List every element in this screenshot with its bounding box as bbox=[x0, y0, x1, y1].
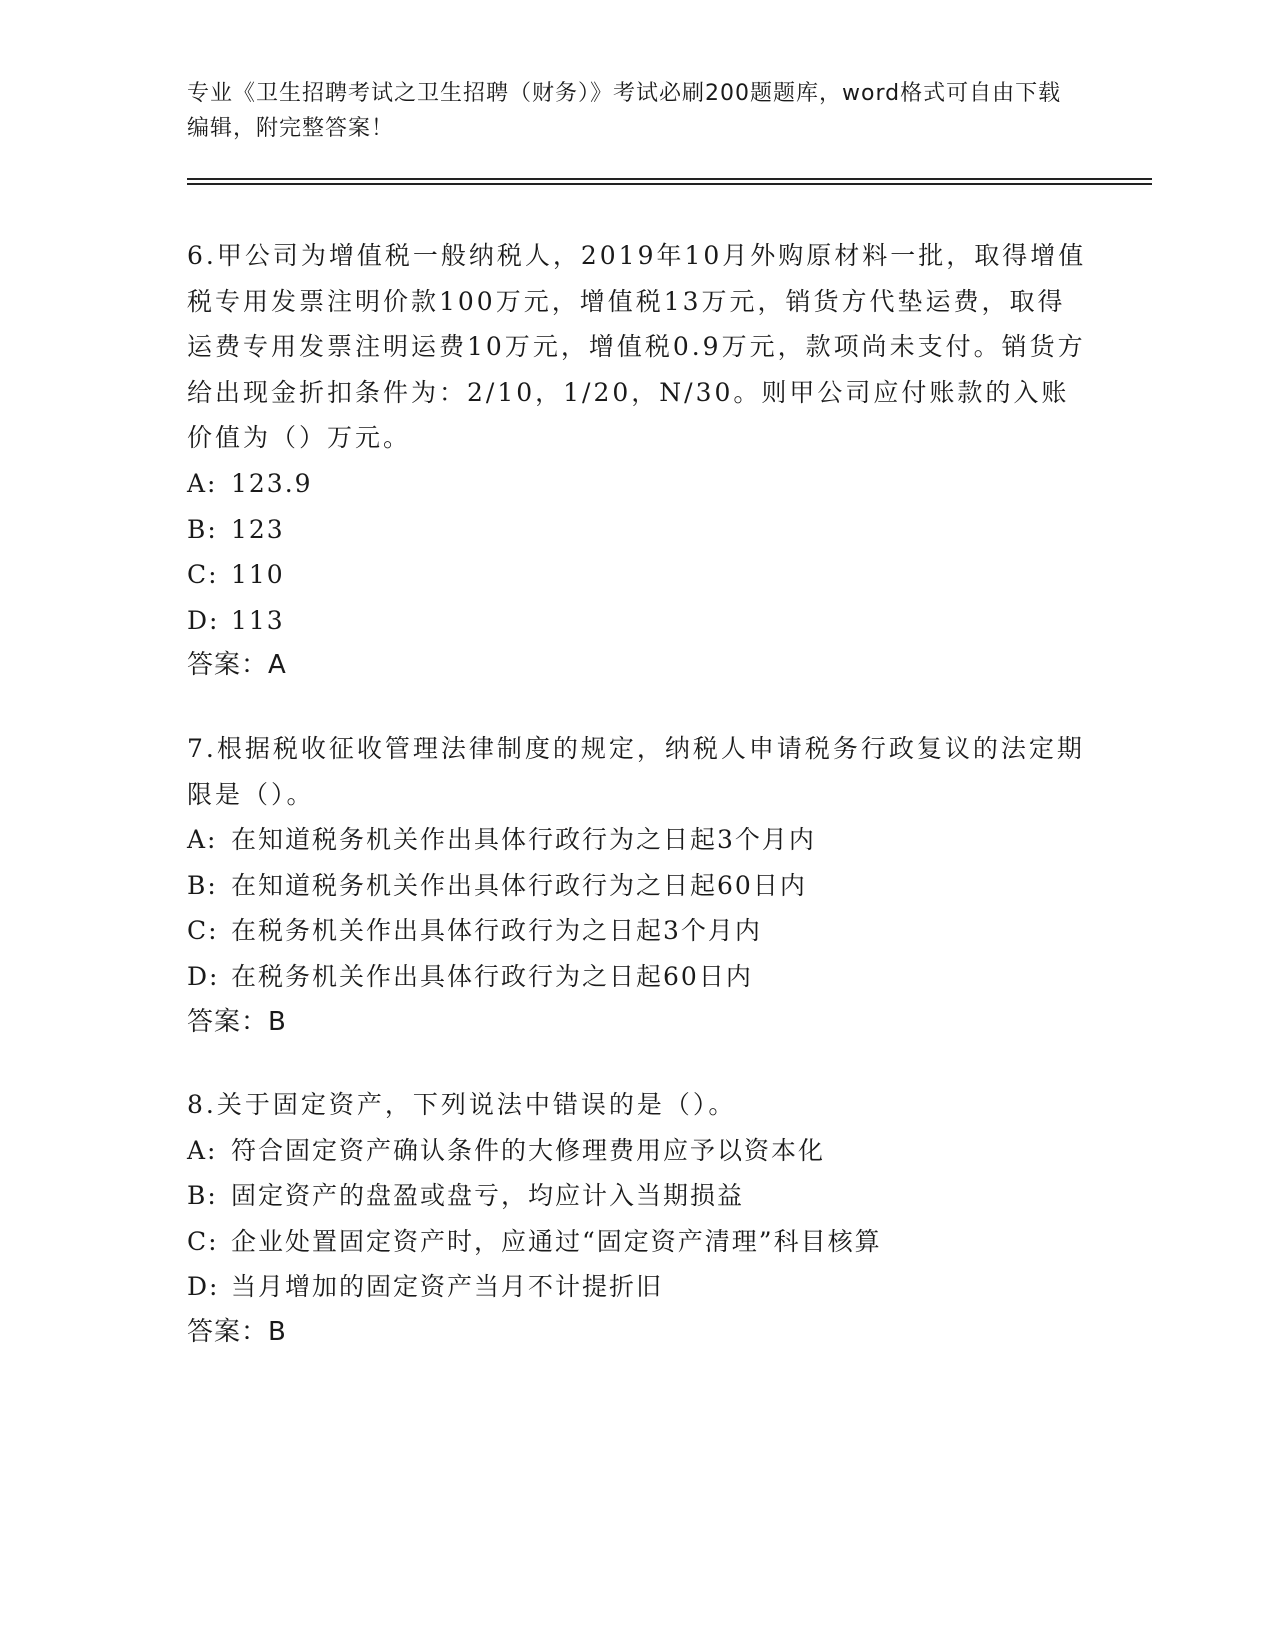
answer-line: 答案：B bbox=[187, 1317, 287, 1348]
option-label: C: bbox=[187, 560, 219, 590]
answer-line: 答案：A bbox=[187, 650, 287, 681]
option-label: A: bbox=[187, 825, 218, 855]
option-label: D: bbox=[187, 1272, 220, 1302]
question-stem: 8.关于固定资产，下列说法中错误的是（）。 bbox=[187, 1090, 737, 1120]
option-a bbox=[187, 817, 1087, 863]
option-text: 在知道税务机关作出具体行政行为之日起3个月内 bbox=[231, 825, 816, 855]
option-text: 当月增加的固定资产当月不计提折旧 bbox=[231, 1272, 664, 1302]
option-label: C: bbox=[187, 916, 219, 946]
answer-line: 答案：B bbox=[187, 1006, 287, 1037]
option-text: 在税务机关作出具体行政行为之日起60日内 bbox=[231, 961, 753, 991]
header-divider-bottom bbox=[187, 183, 1152, 185]
question-stem: 7.根据税收征收管理法律制度的规定，纳税人申请税务行政复议的法定期限是（）。 bbox=[187, 733, 1085, 809]
option-d bbox=[187, 1264, 1087, 1310]
option-text: 固定资产的盘盈或盘亏，均应计入当期损益 bbox=[231, 1181, 745, 1211]
option-text: 123.9 bbox=[231, 468, 313, 498]
option-label: B: bbox=[187, 514, 218, 544]
question-6 bbox=[187, 233, 1087, 689]
option-label: B: bbox=[187, 870, 218, 900]
option-b bbox=[187, 507, 1087, 553]
option-a bbox=[187, 1128, 1087, 1174]
document-header: 专业《卫生招聘考试之卫生招聘（财务）》考试必刷200题题库，word格式可自由下载编辑，附完整答案！ bbox=[187, 81, 1062, 141]
option-text: 在知道税务机关作出具体行政行为之日起60日内 bbox=[231, 870, 807, 900]
option-text: 113 bbox=[231, 605, 285, 635]
option-label: B: bbox=[187, 1181, 218, 1211]
option-text: 符合固定资产确认条件的大修理费用应予以资本化 bbox=[231, 1135, 826, 1165]
header-divider-top bbox=[187, 178, 1152, 180]
option-label: D: bbox=[187, 961, 220, 991]
option-b bbox=[187, 1173, 1087, 1219]
option-label: D: bbox=[187, 605, 220, 635]
question-list bbox=[187, 233, 1087, 1393]
option-text: 123 bbox=[231, 514, 285, 544]
question-7 bbox=[187, 726, 1087, 1045]
option-label: C: bbox=[187, 1226, 219, 1256]
option-text: 企业处置固定资产时，应通过“固定资产清理”科目核算 bbox=[231, 1226, 882, 1256]
option-text: 在税务机关作出具体行政行为之日起3个月内 bbox=[231, 916, 762, 946]
option-label: A: bbox=[187, 1135, 218, 1165]
option-text: 110 bbox=[231, 560, 285, 590]
question-stem: 6.甲公司为增值税一般纳税人，2019年10月外购原材料一批，取得增值税专用发票注明价款100万元，增值税13万元，销货方代垫运费，取得运费专用发票注明运费10万元，增值税0.9万元，款项尚未支付。销货方给出现金折扣条件为：2/10，1/20，N/30。则甲公司应付账款的入账价值为（）万元。 bbox=[187, 241, 1087, 453]
option-d bbox=[187, 954, 1087, 1000]
option-c bbox=[187, 908, 1087, 954]
option-c bbox=[187, 552, 1087, 598]
option-label: A: bbox=[187, 468, 218, 498]
option-d bbox=[187, 598, 1087, 644]
option-a bbox=[187, 461, 1087, 507]
question-8 bbox=[187, 1082, 1087, 1356]
option-b bbox=[187, 863, 1087, 909]
option-c bbox=[187, 1219, 1087, 1265]
